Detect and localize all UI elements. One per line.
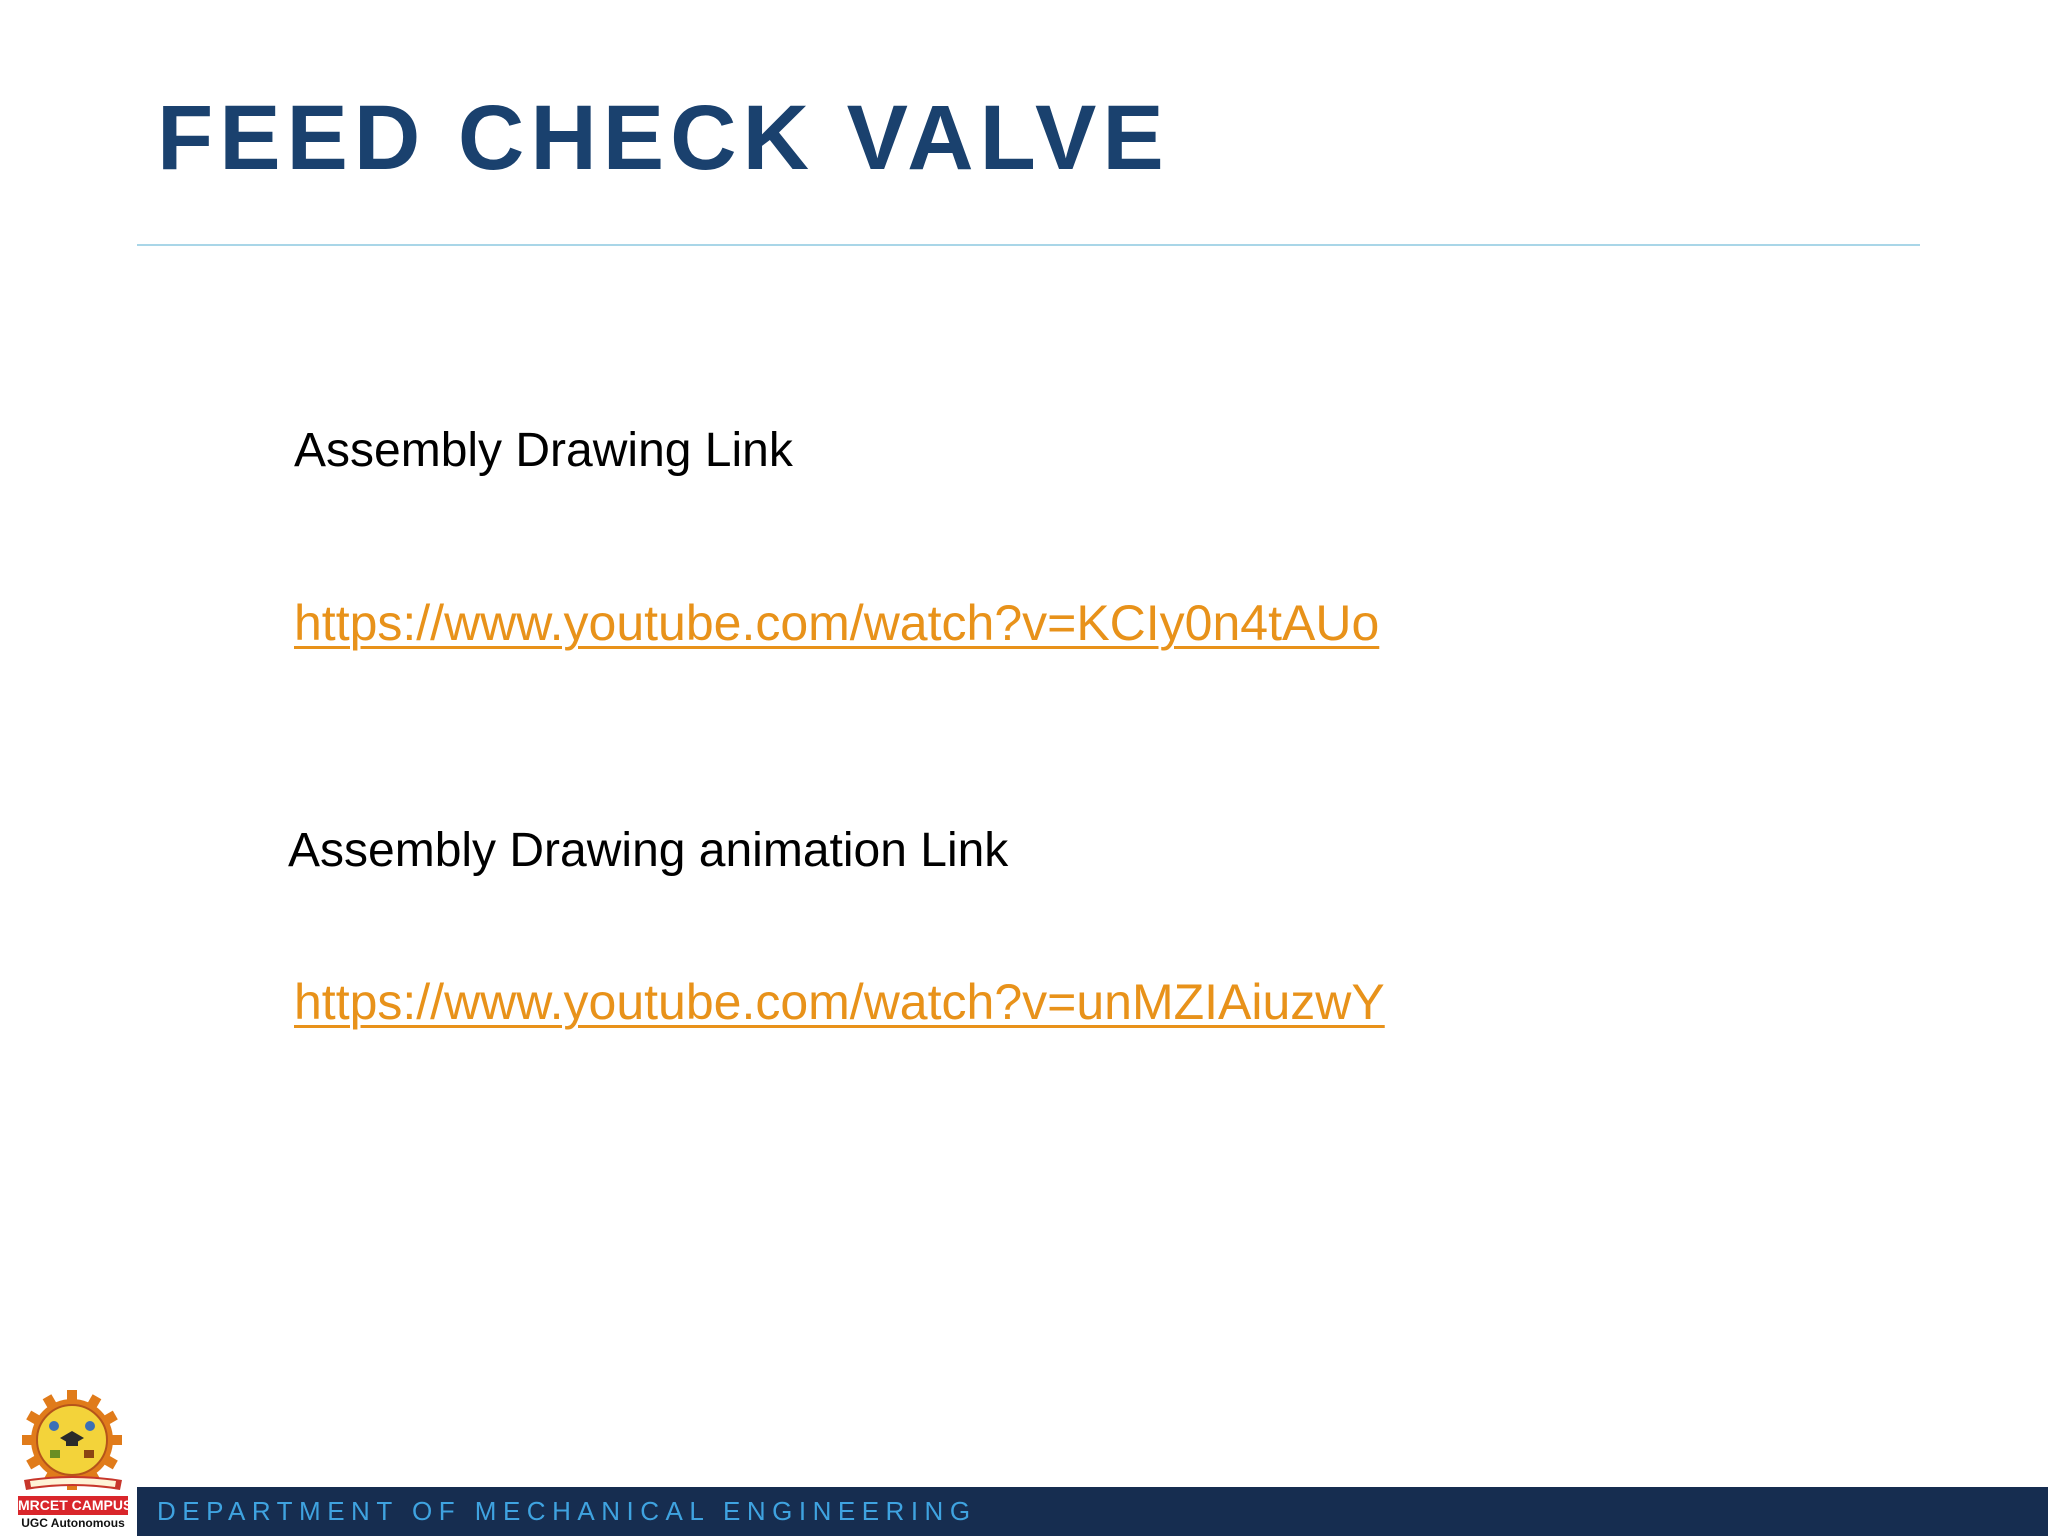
logo-sub-text: UGC Autonomous bbox=[21, 1516, 125, 1530]
logo-banner-text: MRCET CAMPUS bbox=[18, 1497, 133, 1513]
footer-bar bbox=[137, 1487, 2048, 1536]
college-logo bbox=[14, 1388, 132, 1530]
department-name: DEPARTMENT OF MECHANICAL ENGINEERING bbox=[157, 1496, 977, 1526]
assembly-drawing-label: Assembly Drawing Link bbox=[294, 424, 793, 477]
assembly-drawing-link[interactable]: https://www.youtube.com/watch?v=KCIy0n4tAUo bbox=[294, 595, 1380, 651]
slide-title: FEED CHECK VALVE bbox=[157, 87, 1170, 189]
title-divider bbox=[137, 244, 1920, 246]
logo-emblem-icon bbox=[14, 1388, 132, 1498]
assembly-animation-link[interactable]: https://www.youtube.com/watch?v=unMZIAiuzwY bbox=[294, 974, 1385, 1030]
assembly-animation-label: Assembly Drawing animation Link bbox=[288, 824, 1009, 877]
